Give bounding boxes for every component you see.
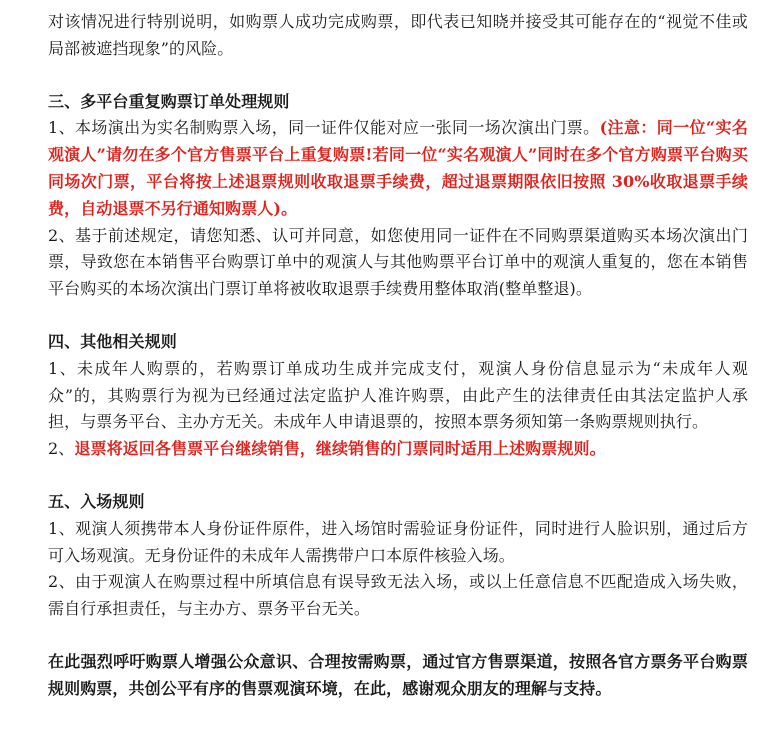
section-3-heading: 三、多平台重复购票订单处理规则 (48, 91, 290, 111)
section-4-item-2 (48, 436, 748, 463)
closing-appeal: 在此强烈呼吁购票人增强公众意识、合理按需购票，通过官方售票渠道，按照各官方票务平台购票规则购票，共创公平有序的售票观演环境，在此，感谢观众朋友的理解与支持。 (48, 651, 748, 698)
section-4-heading: 四、其他相关规则 (48, 331, 177, 351)
section-3-item-1-warning: (注意：同一位“实名观演人”请勿在多个官方售票平台上重复购票!若同一位“实名观演人”同时在多个官方购票平台购买同场次门票，平台将按上述退票规则收取退票手续费，超过退票期限依旧按照 30%收取退票手续费，自动退票不另行通知购票人)。 (48, 118, 748, 218)
section-5-item-2: 2、由于观演人在购票过程中所填信息有误导致无法入场，或以上任意信息不匹配造成入场失败，需自行承担责任，与主办方、票务平台无关。 (48, 572, 748, 619)
section-3-item-2: 2、基于前述规定，请您知悉、认可并同意，如您使用同一证件在不同购票渠道购买本场次演出门票，导致您在本销售平台购票订单中的观演人与其他购票平台订单中的观演人重复的，您在本销售平台购买的本场次演出门票订单将被收取退票手续费用整体取消(整单整退)。 (48, 225, 748, 299)
section-4-item-2-number: 2、 (48, 439, 75, 459)
section-4-item-1: 1、未成年人购票的，若购票订单成功生成并完成支付，观演人身份信息显示为“未成年人观众”的，其购票行为视为已经通过法定监护人准许购票，由此产生的法律责任由其法定监护人承担，与票务平台、主办方无关。未成年人申请退票的，按照本票务须知第一条购票规则执行。 (48, 358, 748, 432)
section-3-item-1 (48, 115, 748, 222)
section-4-item-2-warning: 退票将返回各售票平台继续销售，继续销售的门票同时适用上述购票规则。 (74, 439, 606, 459)
intro-paragraph: 对该情况进行特别说明，如购票人成功完成购票，即代表已知晓并接受其可能存在的“视觉不佳或局部被遮挡现象”的风险。 (48, 12, 748, 58)
section-3-item-1-text: 1、本场演出为实名制购票入场，同一证件仅能对应一张同一场次演出门票。 (48, 118, 600, 138)
section-5-item-1: 1、观演人须携带本人身份证件原件，进入场馆时需验证身份证件，同时进行人脸识别，通过后方可入场观演。无身份证件的未成年人需携带户口本原件核验入场。 (48, 518, 748, 565)
section-5-heading: 五、入场规则 (48, 491, 145, 511)
